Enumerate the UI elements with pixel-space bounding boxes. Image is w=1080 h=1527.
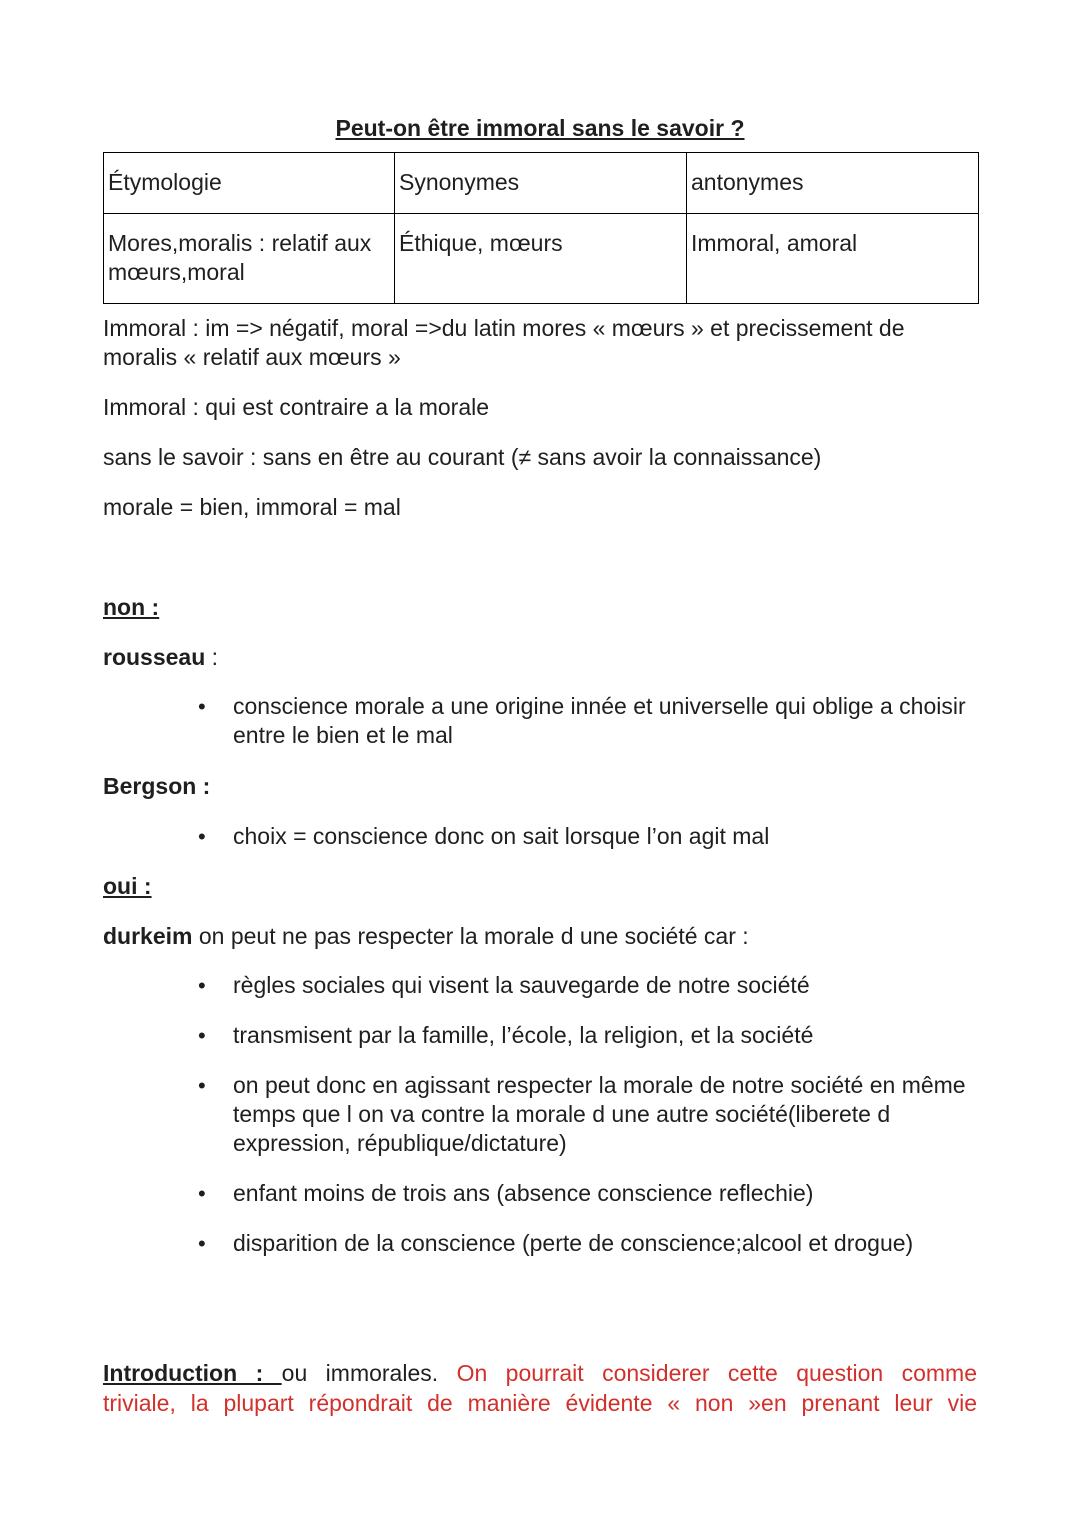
introduction-line-2: triviale, la plupart répondrait de manière évidente « non »en prenant leur vie [103,1390,977,1416]
bergson-points [103,822,977,851]
author-durkeim: durkeim [103,923,193,949]
table-header-cell: Synonymes [395,153,687,214]
section-heading-non: non : [103,594,160,620]
bullet-icon: • [198,973,206,998]
list-item [103,822,977,851]
rousseau-colon: : [205,644,219,670]
list-item-text: enfant moins de trois ans (absence conscience reflechie) [233,1180,814,1206]
list-item [103,1229,977,1258]
list-item [103,1179,977,1208]
table-cell: Éthique, mœurs [395,214,687,304]
page-title: Peut-on être immoral sans le savoir ? [335,115,745,141]
table-header-row [104,153,979,214]
table-cell: Mores,moralis : relatif aux mœurs,moral [104,214,395,304]
list-item-text: règles sociales qui visent la sauvegarde de notre société [233,972,810,998]
definition-immoral: Immoral : qui est contraire a la morale [103,394,490,420]
table-cell: Immoral, amoral [687,214,979,304]
list-item-text: transmisent par la famille, l’école, la religion, et la société [233,1022,814,1048]
durkeim-text: on peut ne pas respecter la morale d une société car : [192,923,749,949]
definition-sans-le-savoir: sans le savoir : sans en être au courant (≠ sans avoir la connaissance) [103,444,822,470]
rousseau-points [103,692,977,750]
table-header-cell: antonymes [687,153,979,214]
vocabulary-table [103,152,979,304]
definition-immoral-etymology: Immoral : im => négatif, moral =>du latin mores « mœurs » et precissement de moralis « relatif aux mœurs » [103,315,905,370]
rousseau-line [103,643,977,672]
introduction-red-text: On pourrait considerer cette question comme [456,1360,977,1386]
list-item-text: conscience morale a une origine innée et universelle qui oblige a choisir entre le bien et le mal [233,693,966,748]
durkeim-points [103,971,977,1258]
section-heading-oui: oui : [103,873,152,899]
bullet-icon: • [198,824,206,849]
bullet-icon: • [198,1231,206,1256]
list-item-text: on peut donc en agissant respecter la morale de notre société en même temps que l on va contre la morale d une autre société(liberete d expression, république/dictature) [233,1072,966,1156]
bullet-icon: • [198,1023,206,1048]
bullet-icon: • [198,694,206,719]
list-item [103,1071,977,1158]
list-item [103,692,977,750]
list-item-text: choix = conscience donc on sait lorsque l’on agit mal [233,823,770,849]
bullet-icon: • [198,1181,206,1206]
introduction-label: Introduction : [103,1360,282,1386]
durkeim-line [103,922,977,951]
author-rousseau: rousseau [103,644,206,670]
table-header-cell: Étymologie [104,153,395,214]
author-bergson: Bergson : [103,773,211,799]
list-item [103,971,977,1000]
list-item-text: disparition de la conscience (perte de conscience;alcool et drogue) [233,1230,914,1256]
list-item [103,1021,977,1050]
introduction-line-1 [103,1359,977,1388]
table-row [104,214,979,304]
definition-morale-bien: morale = bien, immoral = mal [103,494,401,520]
bullet-icon: • [198,1073,206,1098]
introduction-black-text: ou immorales. [281,1360,457,1386]
